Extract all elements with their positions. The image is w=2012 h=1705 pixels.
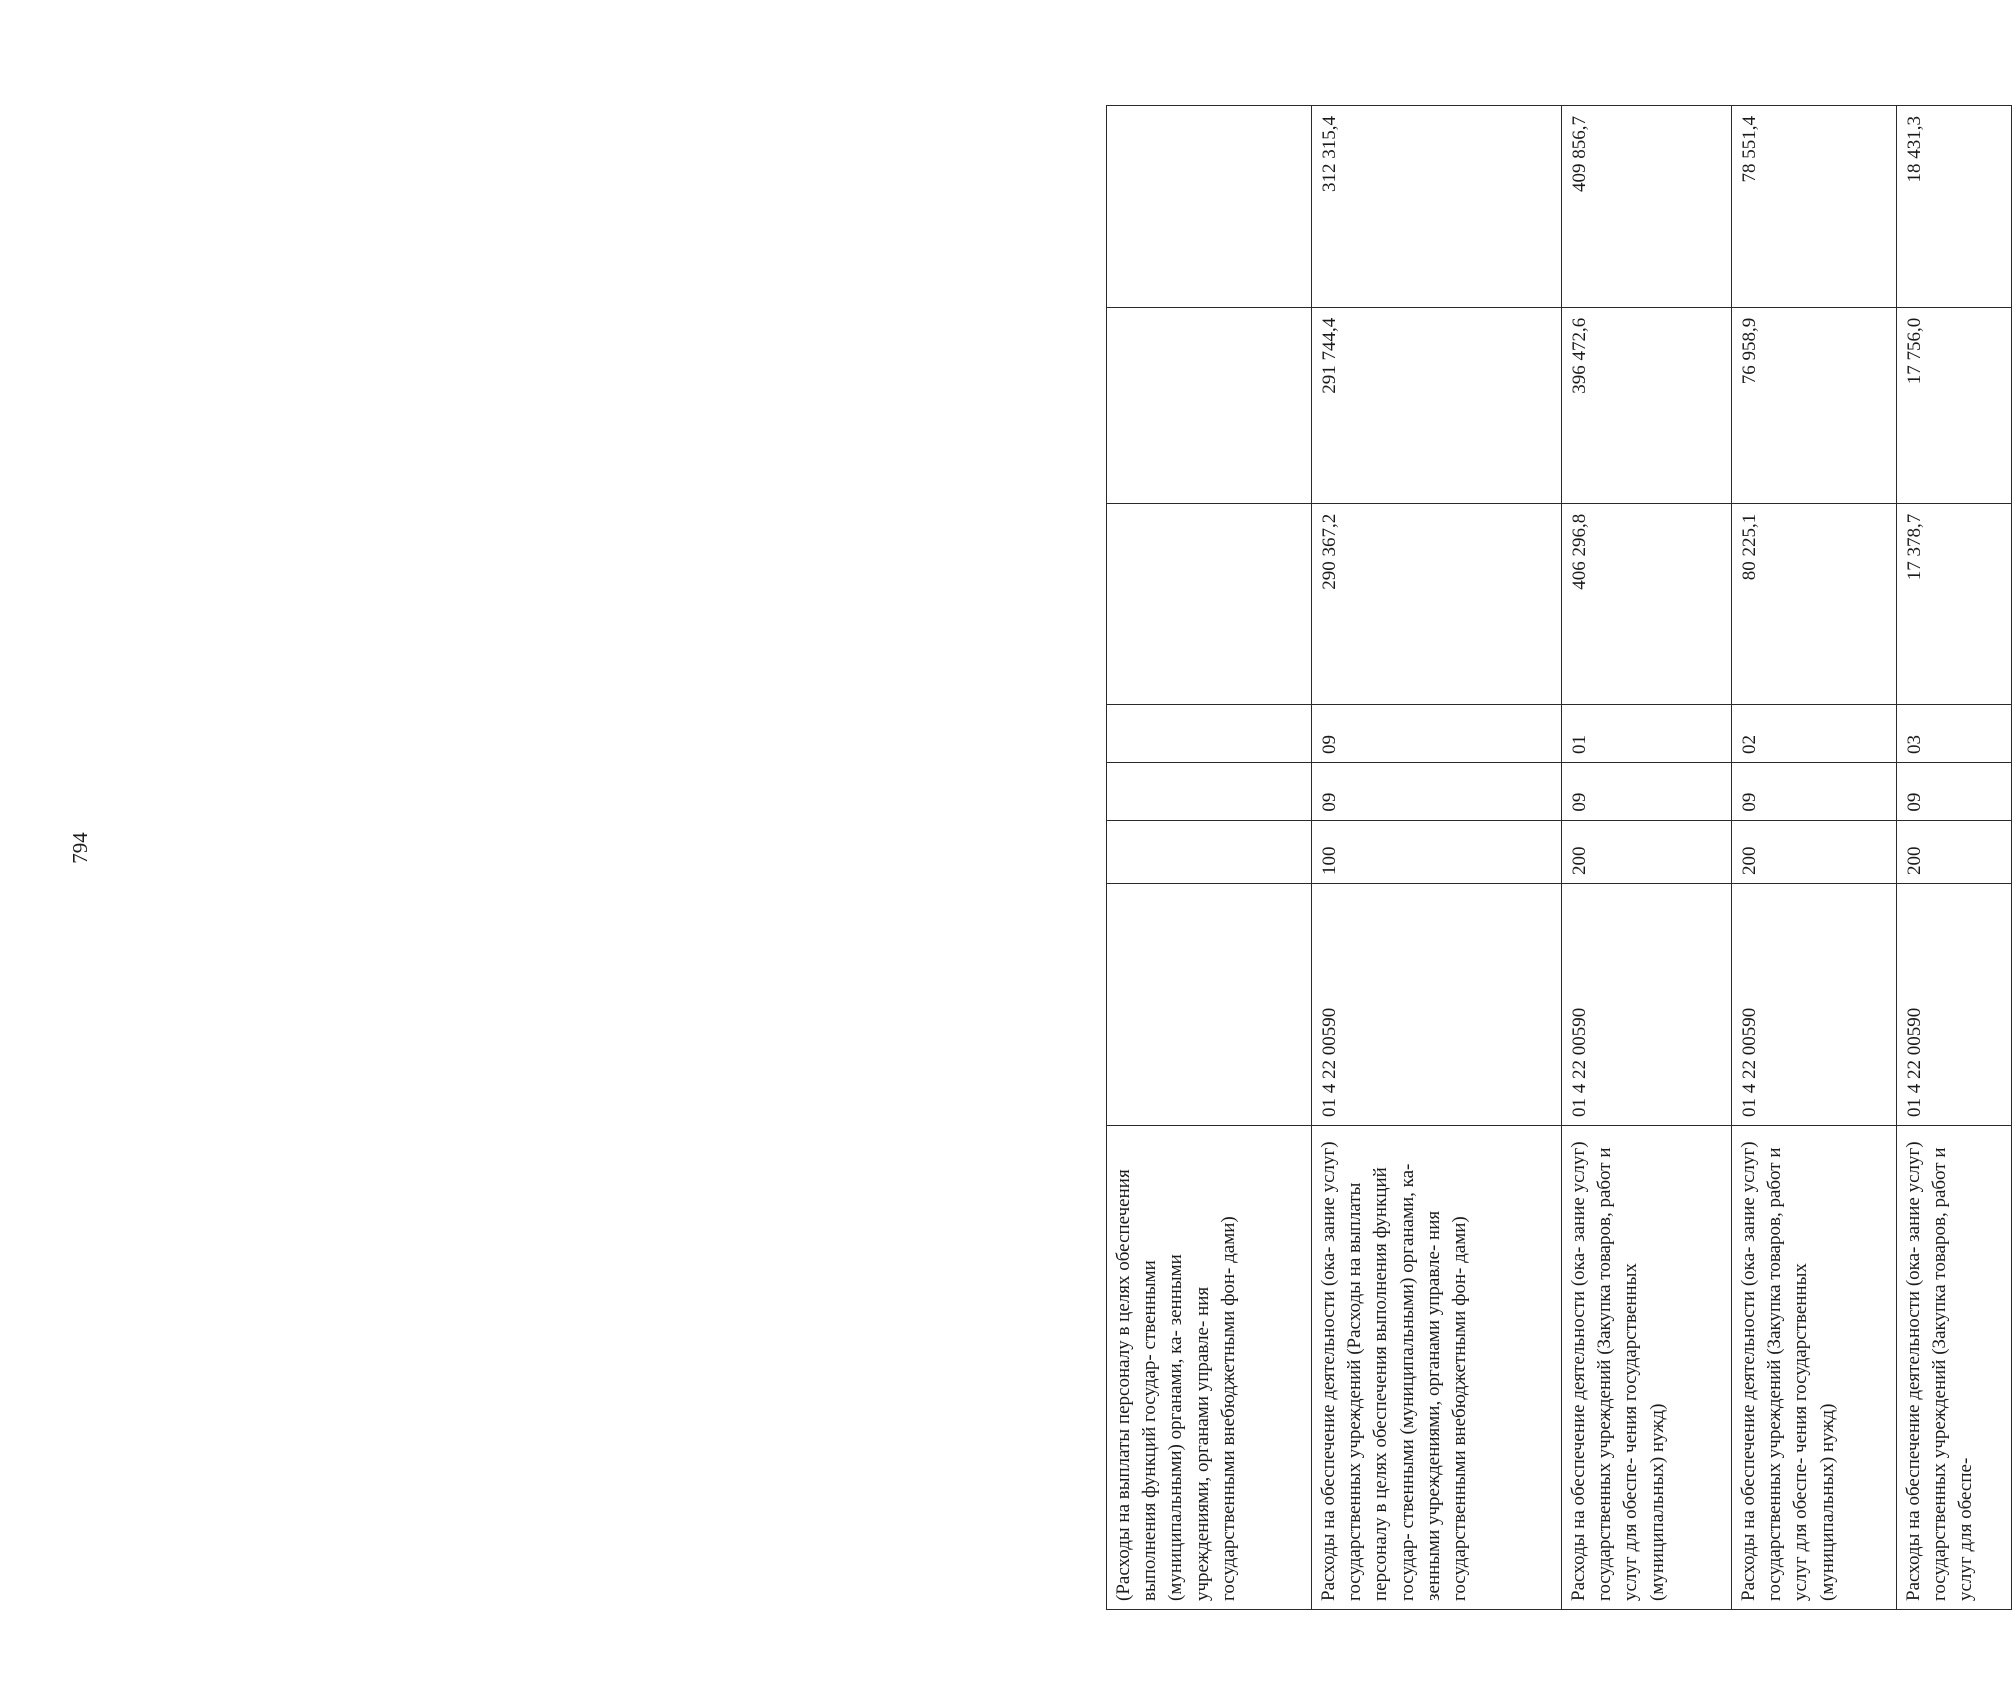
row-description: Расходы на обеспечение деятельности (ока- зание услуг) государственных учреждений (Закупка товаров, работ и услуг для обеспе- чения государственных (муниципальных) нужд) (1732, 1125, 1897, 1609)
amount-2: 396 472,6 (1562, 307, 1732, 503)
amount-1: 290 367,2 (1312, 503, 1562, 705)
amount-1: 80 225,1 (1732, 503, 1897, 705)
amount-3: 312 315,4 (1312, 106, 1562, 308)
subsection-code: 02 (1732, 705, 1897, 763)
page-number: 794 (68, 832, 92, 864)
table-row (1562, 106, 1732, 1610)
target-article-code: 01 4 22 00590 (1897, 883, 2012, 1125)
amount-3: 18 431,3 (1897, 106, 2012, 308)
row-description: Расходы на обеспечение деятельности (ока- зание услуг) государственных учреждений (Расходы на выплаты персоналу в целях обеспечения выполнения функций государ- ственными (муниципальными) органами, ка- зенными учреждениями, органами управле- ния государственными внебюджетными фон- дами) (1312, 1125, 1562, 1609)
section-code (1107, 762, 1312, 820)
target-article-code (1107, 883, 1312, 1125)
expense-type-code: 200 (1732, 820, 1897, 883)
amount-2: 291 744,4 (1312, 307, 1562, 503)
expense-type-code: 200 (1562, 820, 1732, 883)
target-article-code: 01 4 22 00590 (1562, 883, 1732, 1125)
section-code: 09 (1897, 762, 2012, 820)
table-row (1107, 106, 1312, 1610)
expense-type-code: 200 (1897, 820, 2012, 883)
amount-3 (1107, 106, 1312, 308)
amount-1 (1107, 503, 1312, 705)
target-article-code: 01 4 22 00590 (1732, 883, 1897, 1125)
amount-2: 76 958,9 (1732, 307, 1897, 503)
subsection-code: 01 (1562, 705, 1732, 763)
subsection-code (1107, 705, 1312, 763)
amount-2 (1107, 307, 1312, 503)
table-row (1312, 106, 1562, 1610)
table-row (1732, 106, 1897, 1610)
table-row (1897, 106, 2012, 1610)
expense-type-code: 100 (1312, 820, 1562, 883)
subsection-code: 03 (1897, 705, 2012, 763)
amount-1: 406 296,8 (1562, 503, 1732, 705)
row-description: (Расходы на выплаты персоналу в целях обеспечения выполнения функций государ- ственными (муниципальными) органами, ка- зенными учреждениями, органами управле- ния государственными внебюджетными фон- дами) (1107, 1125, 1312, 1609)
amount-3: 78 551,4 (1732, 106, 1897, 308)
row-description: Расходы на обеспечение деятельности (ока- зание услуг) государственных учреждений (Закупка товаров, работ и услуг для обеспе- (1897, 1125, 2012, 1609)
amount-1: 17 378,7 (1897, 503, 2012, 705)
target-article-code: 01 4 22 00590 (1312, 883, 1562, 1125)
row-description: Расходы на обеспечение деятельности (ока- зание услуг) государственных учреждений (Закупка товаров, работ и услуг для обеспе- чения государственных (муниципальных) нужд) (1562, 1125, 1732, 1609)
expense-type-code (1107, 820, 1312, 883)
amount-3: 409 856,7 (1562, 106, 1732, 308)
budget-table (1106, 105, 2012, 1610)
subsection-code: 09 (1312, 705, 1562, 763)
section-code: 09 (1732, 762, 1897, 820)
section-code: 09 (1312, 762, 1562, 820)
amount-2: 17 756,0 (1897, 307, 2012, 503)
section-code: 09 (1562, 762, 1732, 820)
